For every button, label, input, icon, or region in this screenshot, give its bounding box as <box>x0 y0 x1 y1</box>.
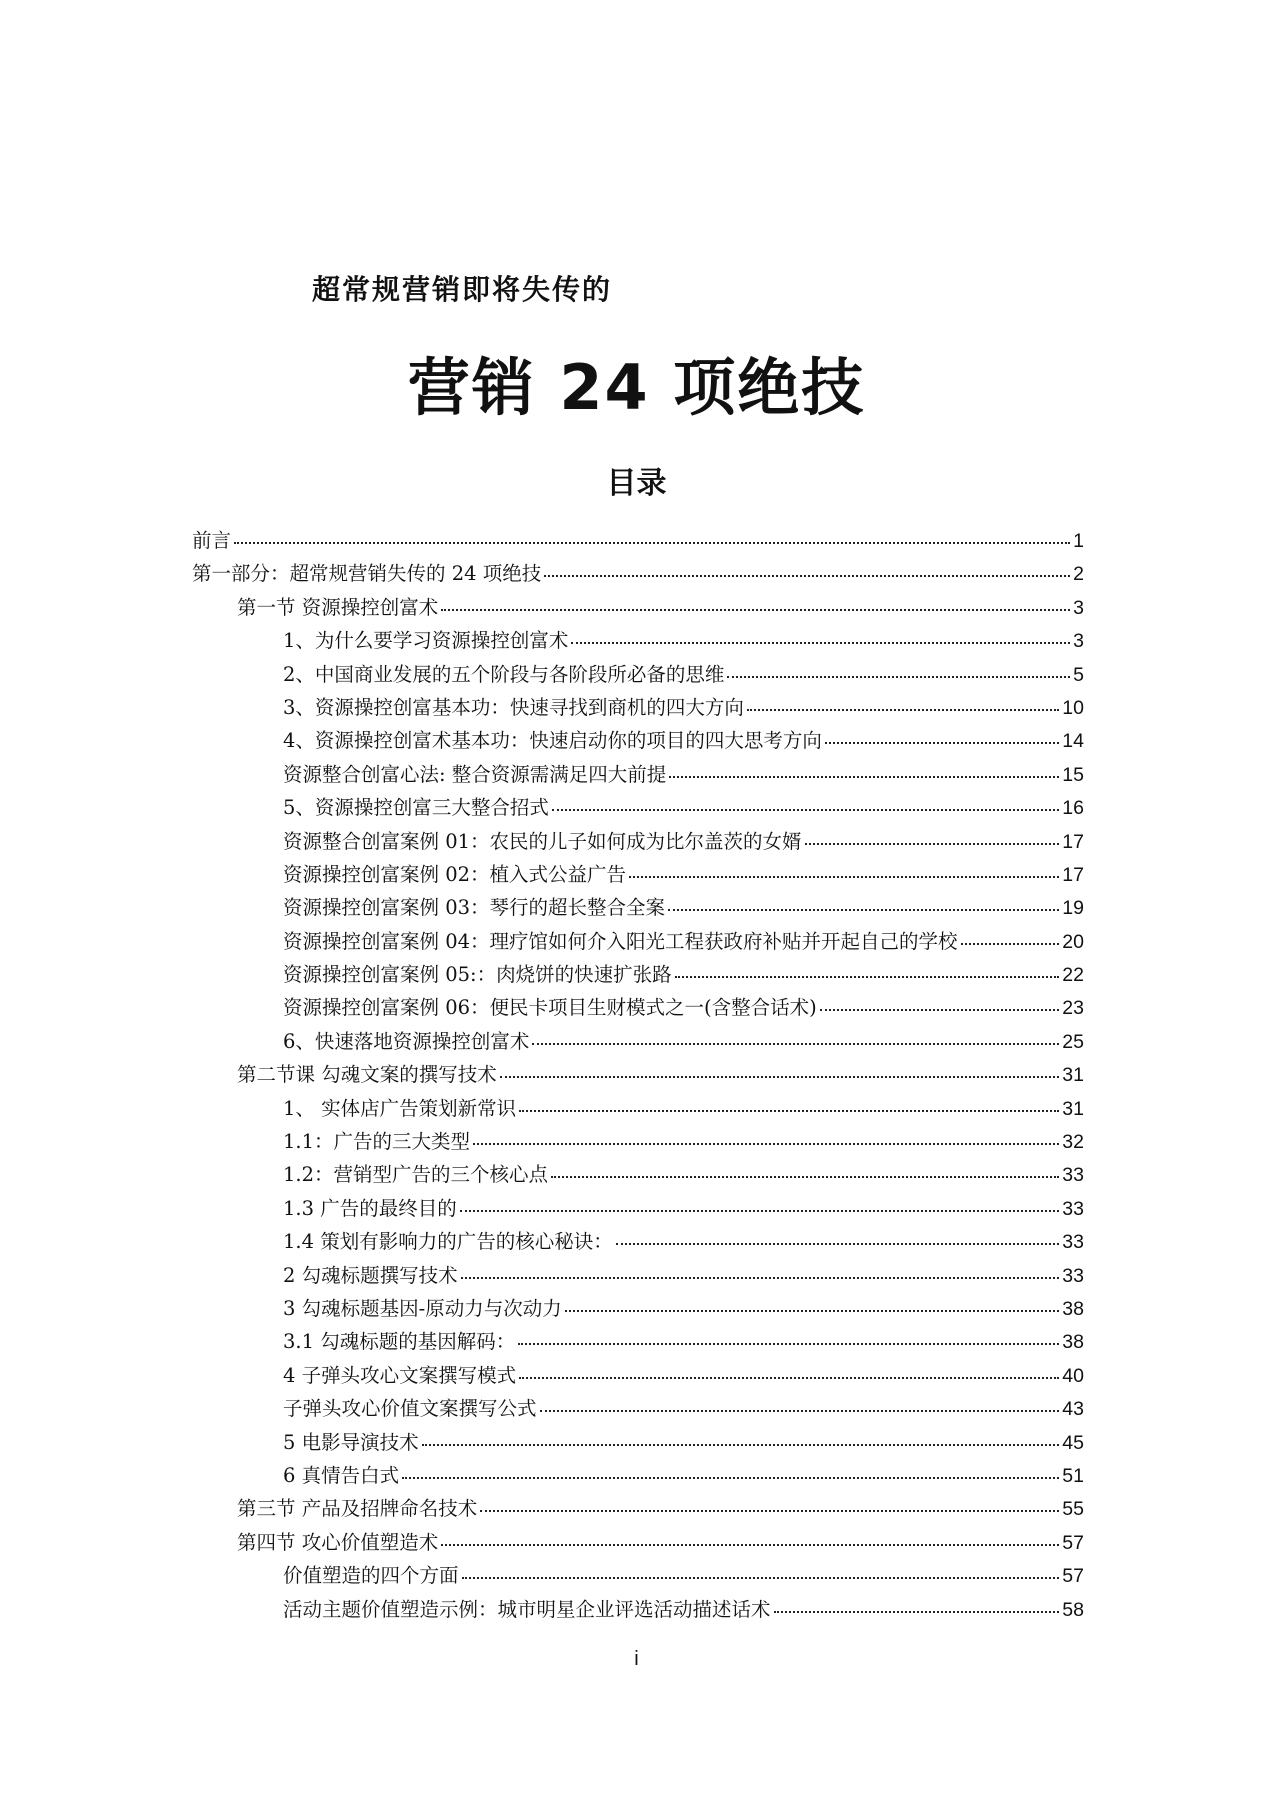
toc-entry[interactable] <box>192 992 1084 1025</box>
toc-dot-leader <box>805 843 1060 845</box>
toc-dot-leader <box>532 1043 1059 1045</box>
toc-entry-page: 19 <box>1062 897 1084 920</box>
toc-dot-leader <box>441 609 1070 611</box>
toc-entry-label: 第三节 产品及招牌命名技术 <box>237 1497 478 1521</box>
document-subtitle: 超常规营销即将失传的 <box>312 273 613 306</box>
toc-entry-label: 资源操控创富案例 03：琴行的超长整合全案 <box>283 896 666 920</box>
toc-entry-label: 2 勾魂标题撰写技术 <box>283 1263 458 1287</box>
toc-dot-leader <box>820 1009 1060 1011</box>
toc-entry-label: 1.4 策划有影响力的广告的核心秘诀： <box>283 1230 613 1254</box>
toc-entry-page: 33 <box>1062 1231 1084 1254</box>
toc-entry[interactable] <box>192 826 1084 859</box>
toc-entry-label: 1.3 广告的最终目的 <box>283 1196 457 1220</box>
toc-entry-label: 6、快速落地资源操控创富术 <box>283 1029 530 1053</box>
toc-entry[interactable] <box>192 1427 1084 1460</box>
toc-entry-label: 资源操控创富案例 05:：肉烧饼的快速扩张路 <box>283 963 672 987</box>
toc-dot-leader <box>441 1544 1059 1546</box>
toc-entry[interactable] <box>192 525 1084 558</box>
toc-entry-label: 3.1 勾魂标题的基因解码： <box>283 1330 516 1354</box>
toc-entry-label: 第二节课 勾魂文案的撰写技术 <box>237 1063 497 1087</box>
toc-entry-label: 资源操控创富案例 02：植入式公益广告 <box>283 862 627 886</box>
toc-dot-leader <box>629 876 1059 878</box>
toc-entry-label: 资源操控创富案例 04：理疗馆如何介入阳光工程获政府补贴并开起自己的学校 <box>283 929 958 953</box>
toc-entry[interactable] <box>192 1360 1084 1393</box>
toc-entry[interactable] <box>192 558 1084 591</box>
toc-entry[interactable] <box>192 692 1084 725</box>
toc-entry-page: 1 <box>1073 530 1084 552</box>
toc-entry[interactable] <box>192 1293 1084 1326</box>
toc-entry[interactable] <box>192 959 1084 992</box>
toc-entry-label: 1、为什么要学习资源操控创富术 <box>283 629 569 653</box>
toc-entry[interactable] <box>192 625 1084 658</box>
toc-entry-page: 57 <box>1062 1531 1084 1554</box>
toc-entry-page: 14 <box>1062 730 1084 753</box>
toc-dot-leader <box>825 742 1059 744</box>
toc-entry[interactable] <box>192 1126 1084 1159</box>
toc-dot-leader <box>518 1343 1059 1345</box>
toc-entry-page: 51 <box>1062 1464 1084 1487</box>
toc-entry-label: 5、资源操控创富三大整合招式 <box>283 796 549 820</box>
toc-entry-label: 第一节 资源操控创富术 <box>237 595 439 619</box>
toc-entry-page: 20 <box>1062 930 1084 953</box>
toc-entry-label: 子弹头攻心价值文案撰写公式 <box>283 1397 537 1421</box>
toc-entry-label: 3 勾魂标题基因-原动力与次动力 <box>283 1296 562 1320</box>
toc-entry-label: 资源整合创富心法: 整合资源需满足四大前提 <box>283 762 667 786</box>
toc-entry-page: 55 <box>1062 1498 1084 1521</box>
toc-entry-page: 2 <box>1073 563 1084 586</box>
toc-entry-page: 16 <box>1062 797 1084 820</box>
toc-entry[interactable] <box>192 1093 1084 1126</box>
toc-entry-page: 33 <box>1062 1264 1084 1287</box>
toc-entry-page: 33 <box>1062 1197 1084 1220</box>
toc-entry[interactable] <box>192 1393 1084 1426</box>
document-title: 营销 24 项绝技 <box>407 351 866 424</box>
toc-dot-leader <box>462 1577 1060 1579</box>
table-of-contents <box>192 525 1084 1627</box>
toc-entry-label: 5 电影导演技术 <box>283 1430 419 1454</box>
toc-entry-label: 2、中国商业发展的五个阶段与各阶段所必备的思维 <box>283 662 725 686</box>
toc-dot-leader <box>540 1410 1060 1412</box>
toc-entry-page: 45 <box>1062 1431 1084 1454</box>
toc-entry[interactable] <box>192 859 1084 892</box>
toc-dot-leader <box>675 976 1060 978</box>
toc-entry[interactable] <box>192 1493 1084 1526</box>
toc-entry[interactable] <box>192 892 1084 925</box>
toc-entry-page: 17 <box>1062 830 1084 853</box>
toc-entry-page: 38 <box>1062 1331 1084 1354</box>
toc-entry-page: 57 <box>1062 1565 1084 1588</box>
toc-dot-leader <box>473 1143 1059 1145</box>
toc-dot-leader <box>565 1310 1060 1312</box>
toc-entry-page: 23 <box>1062 997 1084 1020</box>
toc-dot-leader <box>519 1377 1059 1379</box>
toc-entry-page: 40 <box>1062 1364 1084 1387</box>
toc-entry-page: 31 <box>1062 1064 1084 1087</box>
toc-entry[interactable] <box>192 1193 1084 1226</box>
toc-entry-label: 资源整合创富案例 01：农民的儿子如何成为比尔盖茨的女婿 <box>283 829 802 853</box>
toc-dot-leader <box>774 1611 1060 1613</box>
toc-entry[interactable] <box>192 1059 1084 1092</box>
toc-dot-leader <box>460 1210 1060 1212</box>
toc-entry-page: 17 <box>1062 863 1084 886</box>
toc-entry-label: 资源操控创富案例 06：便民卡项目生财模式之一(含整合话术) <box>283 996 817 1020</box>
toc-entry-page: 15 <box>1062 763 1084 786</box>
toc-entry-label: 6 真情告白式 <box>283 1463 400 1487</box>
toc-entry[interactable] <box>192 792 1084 825</box>
toc-entry-label: 3、资源操控创富基本功：快速寻找到商机的四大方向 <box>283 695 744 719</box>
toc-entry-label: 1、 实体店广告策划新常识 <box>283 1096 517 1120</box>
toc-entry[interactable] <box>192 1594 1084 1627</box>
toc-entry-page: 32 <box>1062 1131 1084 1154</box>
page-number: i <box>634 1648 639 1670</box>
toc-entry[interactable] <box>192 1326 1084 1359</box>
toc-entry[interactable] <box>192 1527 1084 1560</box>
toc-entry-page: 25 <box>1062 1030 1084 1053</box>
toc-entry[interactable] <box>192 592 1084 625</box>
toc-entry[interactable] <box>192 759 1084 792</box>
toc-entry-page: 38 <box>1062 1297 1084 1320</box>
toc-dot-leader <box>669 776 1059 778</box>
toc-entry-page: 22 <box>1062 964 1084 987</box>
toc-entry[interactable] <box>192 926 1084 959</box>
toc-entry-label: 价值塑造的四个方面 <box>283 1564 459 1588</box>
toc-entry[interactable] <box>192 1560 1084 1593</box>
toc-heading: 目录 <box>606 466 667 501</box>
toc-entry-page: 33 <box>1062 1164 1084 1187</box>
toc-dot-leader <box>571 642 1070 644</box>
toc-entry-label: 4 子弹头攻心文案撰写模式 <box>283 1363 517 1387</box>
toc-dot-leader <box>519 1110 1059 1112</box>
toc-entry-label: 1.2：营销型广告的三个核心点 <box>283 1163 549 1187</box>
toc-entry-label: 1.1：广告的三大类型 <box>283 1130 471 1154</box>
toc-entry[interactable] <box>192 1159 1084 1192</box>
toc-dot-leader <box>422 1444 1060 1446</box>
toc-dot-leader <box>500 1076 1060 1078</box>
toc-entry-label: 第四节 攻心价值塑造术 <box>237 1530 439 1554</box>
toc-dot-leader <box>480 1510 1059 1512</box>
toc-entry-page: 10 <box>1062 696 1084 719</box>
toc-dot-leader <box>668 909 1059 911</box>
toc-dot-leader <box>961 943 1060 945</box>
toc-dot-leader <box>616 1243 1060 1245</box>
toc-entry[interactable] <box>192 659 1084 692</box>
toc-dot-leader <box>461 1277 1060 1279</box>
toc-entry-page: 31 <box>1062 1097 1084 1120</box>
toc-entry[interactable] <box>192 1260 1084 1293</box>
toc-entry-label: 前言 <box>192 529 232 552</box>
toc-entry-label: 4、资源操控创富术基本功：快速启动你的项目的四大思考方向 <box>283 729 822 753</box>
toc-dot-leader <box>234 542 1070 544</box>
toc-dot-leader <box>727 676 1070 678</box>
toc-entry-page: 5 <box>1073 663 1084 686</box>
toc-entry[interactable] <box>192 1026 1084 1059</box>
toc-entry-page: 3 <box>1073 630 1084 653</box>
toc-dot-leader <box>544 575 1070 577</box>
toc-dot-leader <box>552 809 1059 811</box>
toc-entry-page: 3 <box>1073 596 1084 619</box>
toc-dot-leader <box>747 709 1059 711</box>
toc-entry[interactable] <box>192 1460 1084 1493</box>
toc-entry-page: 58 <box>1062 1598 1084 1621</box>
toc-dot-leader <box>402 1477 1059 1479</box>
toc-entry[interactable] <box>192 1226 1084 1259</box>
toc-entry-label: 活动主题价值塑造示例：城市明星企业评选活动描述话术 <box>283 1597 771 1621</box>
toc-dot-leader <box>551 1176 1059 1178</box>
toc-entry-page: 43 <box>1062 1398 1084 1421</box>
toc-entry-label: 第一部分：超常规营销失传的 24 项绝技 <box>192 562 542 586</box>
toc-entry[interactable] <box>192 725 1084 758</box>
